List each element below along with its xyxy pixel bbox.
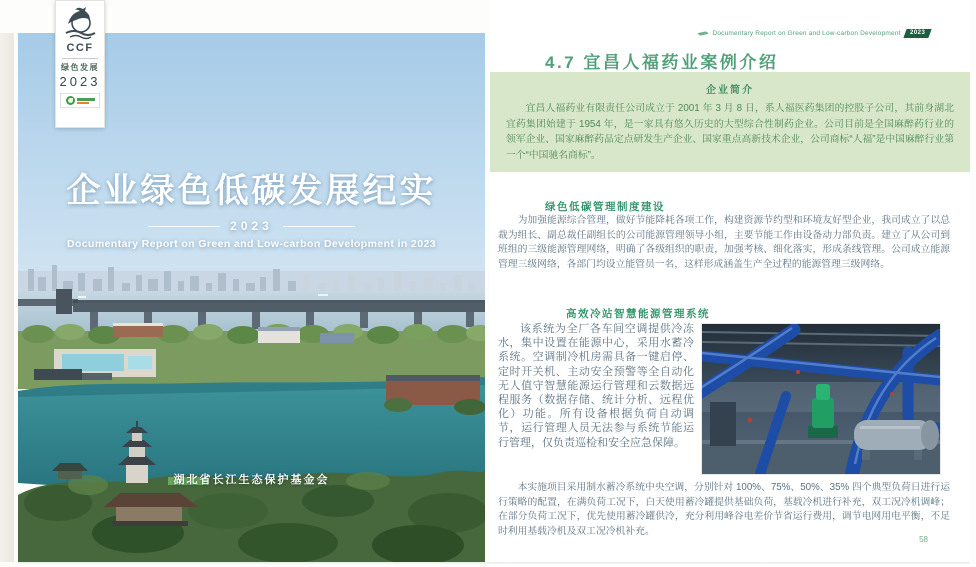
page-bottom-edge (18, 562, 970, 564)
year-flag-icon (903, 29, 932, 38)
running-header-year: 2023 (909, 30, 925, 36)
badge-year: 2023 (59, 74, 101, 89)
content-page (490, 0, 970, 567)
machine-room-photo (702, 324, 940, 474)
badge-org-abbr: CCF (66, 42, 94, 54)
cover-title: 企业绿色低碳发展纪实 (66, 172, 437, 210)
dark-tank (710, 402, 736, 446)
foundation-caption: 湖北省长江生态保护基金会 (173, 474, 330, 486)
profile-box-body: 宜昌人福药业有限责任公司成立于 2001 年 3 月 8 日，系人福医药集团的控股子公司，其前身湖北宜药集团始建于 1954 年，是一家具有悠久历史的大型综合性制药企业。公司目前是全国麻醉药行业的领军企业、国家麻醉药品定点研发生产企业、国家重点高新技术企业，公司商标“人福”是中国麻醉行业第一个“中国驰名商标”。 (506, 103, 954, 161)
swoosh-icon (698, 31, 708, 36)
heading-management-system: 绿色低碳管理制度建设 (545, 201, 665, 213)
paragraph-smart-energy-system: 该系统为全厂各车间空调提供冷冻水，集中设置在能源中心，采用水蓄冷系统。空调制冷机房需具备一键启停、定时开关机、主动安全预警等全自动化无人值守智慧能源运行管理和云数据远程服务（数据存储、统计分析、远程优化）功能。所有设备根据负荷自动调节，运行管理人员无法参与系统节能运行管理，仅负责巡检和安全应急保障。 (498, 323, 694, 449)
profile-box-title: 企业简介 (706, 85, 754, 96)
page-number: 58 (919, 535, 928, 544)
running-header (698, 29, 930, 38)
badge-green-development: 绿色发展 (61, 63, 99, 72)
company-profile-box (490, 72, 970, 172)
cover-title-block (18, 163, 485, 250)
cover-subtitle-en: Documentary Report on Green and Low-carbon Development in 2023 (66, 238, 437, 250)
right-rule (283, 226, 355, 227)
cover-year-row (18, 219, 485, 233)
running-header-text: Documentary Report on Green and Low-carbon Development (712, 30, 901, 37)
leaf-roundel-icon (66, 96, 75, 105)
closing-paragraph: 本实施项目采用制水蓄冷系统中央空调，分别针对 100%、75%、50%、35% 四个典型负荷日进行运行策略的配置，在满负荷工况下，白天使用蓄冷罐提供基础负荷，基载冷机进行补充，双工况冷机调峰；在部分负荷工况下，优先使用蓄冷罐供冷，充分利用峰谷电差价节省运行费用，调节电网用电平衡，不足时利用基载冷机及双工况冷机补充。 (498, 482, 950, 537)
badge-divider (62, 58, 98, 59)
heading-smart-energy-system: 高效冷站智慧能源管理系统 (566, 308, 710, 320)
ccf-badge (55, 0, 105, 128)
partner-logo (60, 93, 100, 108)
page-spine-shade (0, 33, 14, 562)
section-title: 4.7 宜昌人福药业案例介绍 (545, 53, 779, 72)
cover-year: 2023 (230, 219, 273, 233)
partner-wordmark (77, 98, 95, 104)
paragraph-management-system: 为加强能源综合管理，做好节能降耗各项工作，构建资源节约型和环境友好型企业，我司成立了以总裁为组长、副总裁任副组长的公司能源管理领导小组，主要节能工作由设备动力部负责。建立了从公司到班组的三级能源管理网络，明确了各级组织的职责，加强考核、细化落实，形成条线管理。公司成立能源管理三级网络，各部门均设立能管员一名，这样形成涵盖生产全过程的能源管理三级网络。 (498, 215, 950, 270)
left-rule (148, 226, 220, 227)
porpoise-logo-icon (62, 6, 98, 44)
